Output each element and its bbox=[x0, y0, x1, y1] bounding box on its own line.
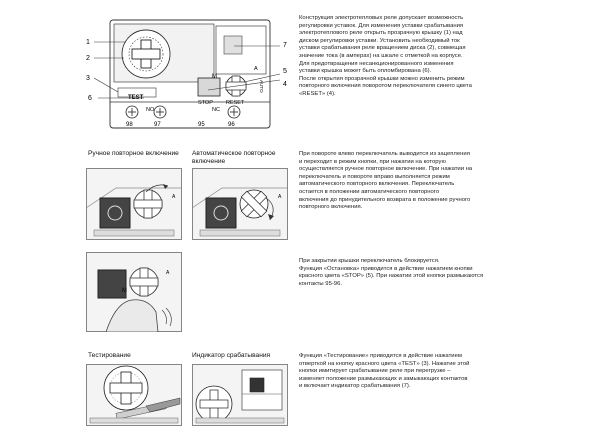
relay-front-diagram bbox=[84, 16, 294, 136]
paragraph-reset-modes: При повороте влево переключатель выводится из зацепления и переходит в режим кнопки, при нажатии на которую осуществляется ручное повторное включение. При нажатии на переключатель и повороте вправо выполняется режим автоматического повторного включения. Переключатель остается в положении автоматического повторного включения до принудительного возврата в положение ручного повторного включения. bbox=[299, 151, 473, 211]
label-stop: STOP bbox=[198, 100, 213, 106]
callout-4: 4 bbox=[283, 81, 287, 88]
callout-6: 6 bbox=[88, 95, 92, 102]
svg-text:A: A bbox=[278, 194, 282, 200]
paragraph-settings: Конструкция электротепловых реле допускает возможность регулировки уставок. Для изменения уставки срабатывания электротеплового реле открыть прозрачную крышку (1) над диском регулировки уставки. Установить необходимый ток уставки срабатывания реле вращением диска (2), совмещая значение тока (в амперах) на шкале с отметкой на корпусе. Для предотвращения несанкционированного изменения уставки крышка может быть опломбирована (6). После открытия прозрачной крышки можно изменить режим повторного включения поворотом переключателя синего цвета «RESET» (4). bbox=[299, 15, 472, 97]
label-auto: AUTO bbox=[259, 80, 264, 93]
label-no: NO bbox=[146, 107, 155, 113]
paragraph-stop: При закрытии крышки переключатель блокируется. Функция «Остановка» приводится в действие нажатием кнопки красного цвета «STOP» (5). При нажатии этой кнопки размыкаются контакты 95-96. bbox=[299, 258, 484, 287]
svg-text:A: A bbox=[172, 194, 176, 200]
stop-button-illustration bbox=[86, 252, 182, 332]
callout-3: 3 bbox=[86, 75, 90, 82]
svg-text:M: M bbox=[122, 288, 127, 294]
label-test: TEST bbox=[128, 95, 144, 101]
caption-indicator: Индикатор срабатывания bbox=[192, 352, 271, 359]
terminal-97: 97 bbox=[154, 122, 161, 128]
callout-2: 2 bbox=[86, 55, 90, 62]
terminal-96: 96 bbox=[228, 122, 235, 128]
setting-dial-icon[interactable] bbox=[122, 30, 170, 78]
label-nc: NC bbox=[212, 107, 220, 113]
auto-reset-illustration bbox=[192, 168, 288, 240]
paragraph-testing: Функция «Тестирование» приводится в действие нажатием отверткой на кнопку красного цвета «TEST» (3). Нажатие этой кнопки имитирует срабатывание реле при перегрузке – изменяет положение размыкающих и замыкающих контактов и включает индикатор срабатывания (7). bbox=[299, 353, 470, 390]
manual-reset-illustration bbox=[86, 168, 182, 240]
terminal-98: 98 bbox=[126, 122, 133, 128]
label-a: A bbox=[254, 66, 258, 72]
callout-7: 7 bbox=[283, 42, 287, 49]
label-reset: RESET bbox=[226, 100, 245, 106]
label-m: M bbox=[212, 74, 217, 80]
trip-indicator-illustration bbox=[192, 364, 288, 426]
testing-illustration bbox=[86, 364, 182, 426]
svg-text:A: A bbox=[166, 270, 170, 276]
callout-1: 1 bbox=[86, 39, 90, 46]
caption-auto: Автоматическое повторное включение bbox=[192, 150, 276, 165]
caption-testing: Тестирование bbox=[88, 352, 131, 359]
callout-5: 5 bbox=[283, 68, 287, 75]
caption-manual: Ручное повторное включение bbox=[88, 150, 179, 157]
terminal-95: 95 bbox=[198, 122, 205, 128]
